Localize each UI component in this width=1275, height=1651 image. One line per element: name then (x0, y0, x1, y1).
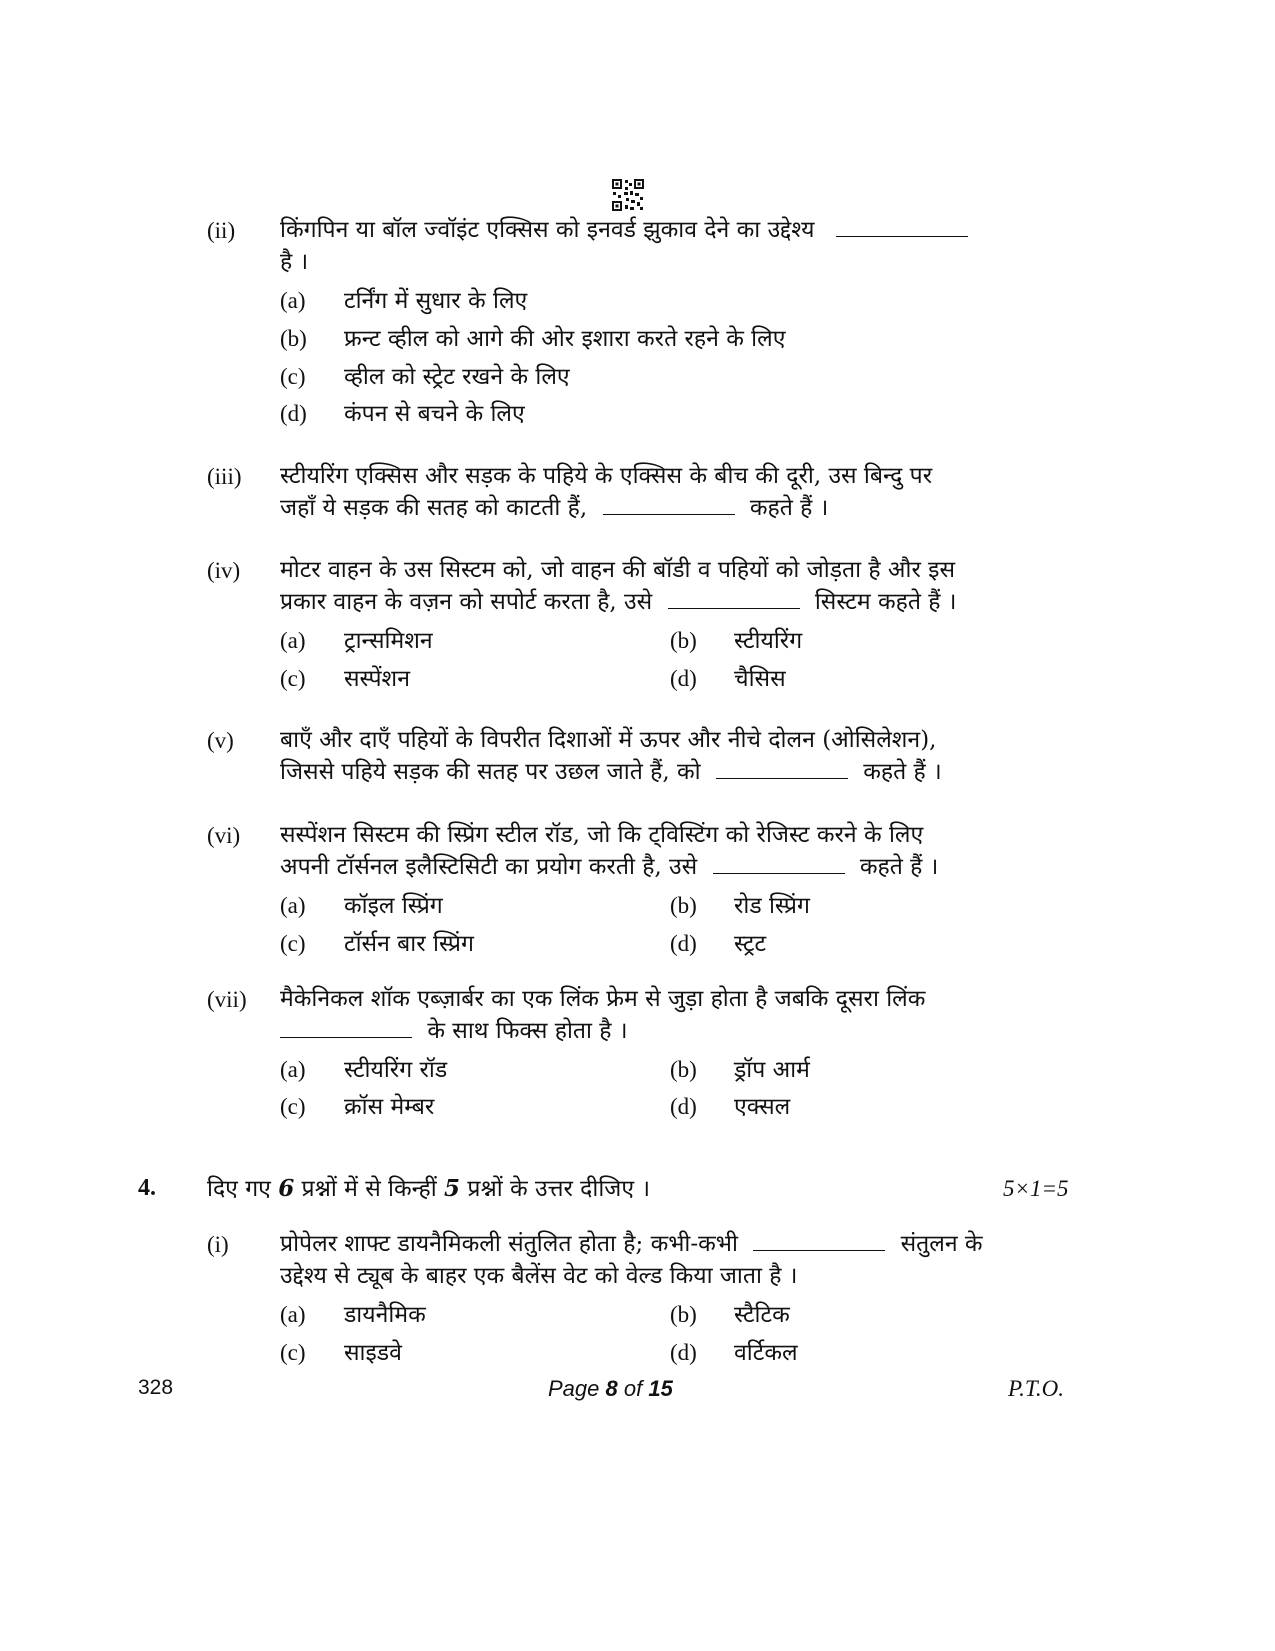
option-c (280, 360, 570, 394)
question-number: (vii) (207, 987, 247, 1012)
question-number: (i) (207, 1232, 229, 1257)
question-number: 4. (138, 1175, 156, 1201)
option-label: (c) (280, 1340, 306, 1365)
question-text: के साथ फिक्स होता है । (427, 1018, 628, 1044)
option-b (670, 1053, 810, 1087)
option-text: क्रॉस मेम्बर (344, 1094, 435, 1120)
option-label: (b) (670, 1057, 697, 1082)
option-label: (c) (280, 364, 306, 389)
option-label: (a) (280, 1057, 306, 1082)
question-text-line: मोटर वाहन के उस सिस्टम को, जो वाहन की बॉडी व पहियों को जोड़ता है और इस (280, 557, 955, 583)
option-a (280, 889, 443, 923)
option-text: व्हील को स्ट्रेट रखने के लिए (344, 364, 570, 390)
page-indicator (548, 1376, 673, 1402)
option-text: फ्रन्ट व्हील को आगे की ओर इशारा करते रहने के लिए (344, 326, 786, 352)
question-text-line: बाएँ और दाएँ पहियों के विपरीत दिशाओं में ऊपर और नीचे दोलन (ओसिलेशन), (280, 727, 937, 753)
option-text: ड्रॉप आर्म (734, 1057, 810, 1083)
option-b (670, 1298, 790, 1332)
answer-blank (836, 214, 968, 237)
paper-code: 328 (138, 1376, 174, 1399)
option-text: स्टैटिक (734, 1302, 790, 1328)
option-d (670, 927, 766, 961)
question-text-line (280, 756, 942, 789)
question-text: जिससे पहिये सड़क की सतह पर उछल जाते हैं, को (280, 759, 701, 785)
option-label: (d) (670, 931, 697, 956)
page-total: 15 (648, 1376, 673, 1401)
option-label: (a) (280, 628, 306, 653)
option-text: सस्पेंशन (344, 666, 410, 692)
page-number: 8 (605, 1376, 618, 1401)
option-a (280, 1298, 426, 1332)
qr-code-icon (611, 178, 645, 212)
option-label: (d) (670, 666, 697, 691)
instruction-text: प्रश्नों में से किन्हीं (301, 1176, 437, 1202)
question-text: कहते हैं । (859, 854, 939, 880)
option-a (280, 284, 527, 318)
question-text: प्रोपेलर शाफ्ट डायनैमिकली संतुलित होता है; कभी-कभी (280, 1231, 738, 1257)
option-d (670, 1090, 790, 1124)
question-text-line: मैकेनिकल शॉक एब्ज़ार्बर का एक लिंक फ्रेम से जुड़ा होता है जबकि दूसरा लिंक (280, 986, 926, 1012)
question-text-line: स्टीयरिंग एक्सिस और सड़क के पहिये के एक्सिस के बीच की दूरी, उस बिन्दु पर (280, 463, 933, 489)
option-text: चैसिस (734, 666, 786, 692)
option-text: डायनैमिक (344, 1302, 426, 1328)
question-text-line (280, 1228, 983, 1261)
option-text: टॉर्सन बार स्प्रिंग (344, 931, 474, 957)
option-label: (b) (670, 628, 697, 653)
question-text-line: उद्देश्य से ट्यूब के बाहर एक बैलेंस वेट को वेल्ड किया जाता है । (280, 1263, 798, 1289)
instruction-count: 6 (278, 1175, 295, 1202)
option-c (280, 662, 410, 696)
option-text: वर्टिकल (734, 1340, 798, 1366)
answer-blank (753, 1228, 885, 1251)
question-number: (v) (207, 728, 234, 753)
pto-label: P.T.O. (1008, 1376, 1065, 1401)
answer-blank (603, 492, 735, 515)
option-c (280, 1090, 434, 1124)
option-text: स्ट्रट (734, 931, 767, 957)
question-instruction (207, 1172, 650, 1206)
option-label: (b) (670, 1302, 697, 1327)
question-text: अपनी टॉर्सनल इलैस्टिसिटी का प्रयोग करती है, उसे (280, 854, 698, 880)
question-text: कहते हैं । (863, 759, 942, 785)
option-text: ट्रान्समिशन (344, 628, 433, 654)
option-a (280, 1053, 447, 1087)
question-text-line (280, 586, 957, 619)
option-label: (c) (280, 666, 306, 691)
instruction-count: 5 (444, 1175, 461, 1202)
question-number: (iv) (207, 558, 241, 583)
marks-allocation: 5×1=5 (1003, 1176, 1069, 1201)
option-b (670, 624, 802, 658)
option-d (280, 397, 525, 431)
option-label: (c) (280, 931, 306, 956)
option-label: (a) (280, 893, 306, 918)
option-text: रोड स्प्रिंग (734, 893, 810, 919)
answer-blank (713, 851, 845, 874)
answer-blank (668, 586, 800, 609)
option-text: एक्सल (734, 1094, 791, 1120)
option-label: (d) (280, 401, 307, 426)
option-c (280, 927, 474, 961)
question-number: (vi) (207, 823, 241, 848)
page-prefix: Page (548, 1376, 600, 1401)
question-number: (iii) (207, 464, 242, 489)
option-text: कंपन से बचने के लिए (344, 401, 525, 427)
option-b (670, 889, 810, 923)
option-b (280, 322, 785, 356)
option-d (670, 662, 786, 696)
option-a (280, 624, 433, 658)
question-number: (ii) (207, 218, 236, 243)
option-label: (a) (280, 1302, 306, 1327)
option-label: (b) (670, 893, 697, 918)
option-label: (a) (280, 288, 306, 313)
instruction-text: प्रश्नों के उत्तर दीजिए । (467, 1176, 651, 1202)
option-label: (d) (670, 1094, 697, 1119)
page-of: of (623, 1376, 643, 1401)
question-text: प्रकार वाहन के वज़न को सपोर्ट करता है, उसे (280, 589, 653, 615)
option-text: साइडवे (344, 1340, 402, 1366)
question-text: सिस्टम कहते हैं । (814, 589, 957, 615)
question-text-line (280, 851, 938, 884)
option-label: (b) (280, 326, 307, 351)
question-text: किंगपिन या बॉल ज्वॉइंट एक्सिस को इनवर्ड झुकाव देने का उद्देश्य (280, 217, 815, 243)
option-label: (d) (670, 1340, 697, 1365)
answer-blank (280, 1015, 412, 1038)
question-text-line (280, 492, 828, 525)
option-text: स्टीयरिंग (734, 628, 803, 654)
answer-blank (716, 756, 848, 779)
question-text: जहाँ ये सड़क की सतह को काटती हैं, (280, 495, 588, 521)
option-text: टर्निंग में सुधार के लिए (344, 288, 528, 314)
option-d (670, 1336, 798, 1370)
instruction-text: दिए गए (207, 1176, 271, 1202)
option-text: कॉइल स्प्रिंग (344, 893, 443, 919)
question-text-line (280, 1015, 628, 1048)
question-text-line: सस्पेंशन सिस्टम की स्प्रिंग स्टील रॉड, जो कि ट्विस्टिंग को रेजिस्ट करने के लिए (280, 822, 924, 848)
option-c (280, 1336, 402, 1370)
question-text-line (280, 214, 968, 247)
question-text: कहते हैं । (749, 495, 829, 521)
option-label: (c) (280, 1094, 306, 1119)
option-text: स्टीयरिंग रॉड (344, 1057, 448, 1083)
question-text: संतुलन के (900, 1231, 983, 1257)
question-text-line: है । (280, 249, 309, 275)
